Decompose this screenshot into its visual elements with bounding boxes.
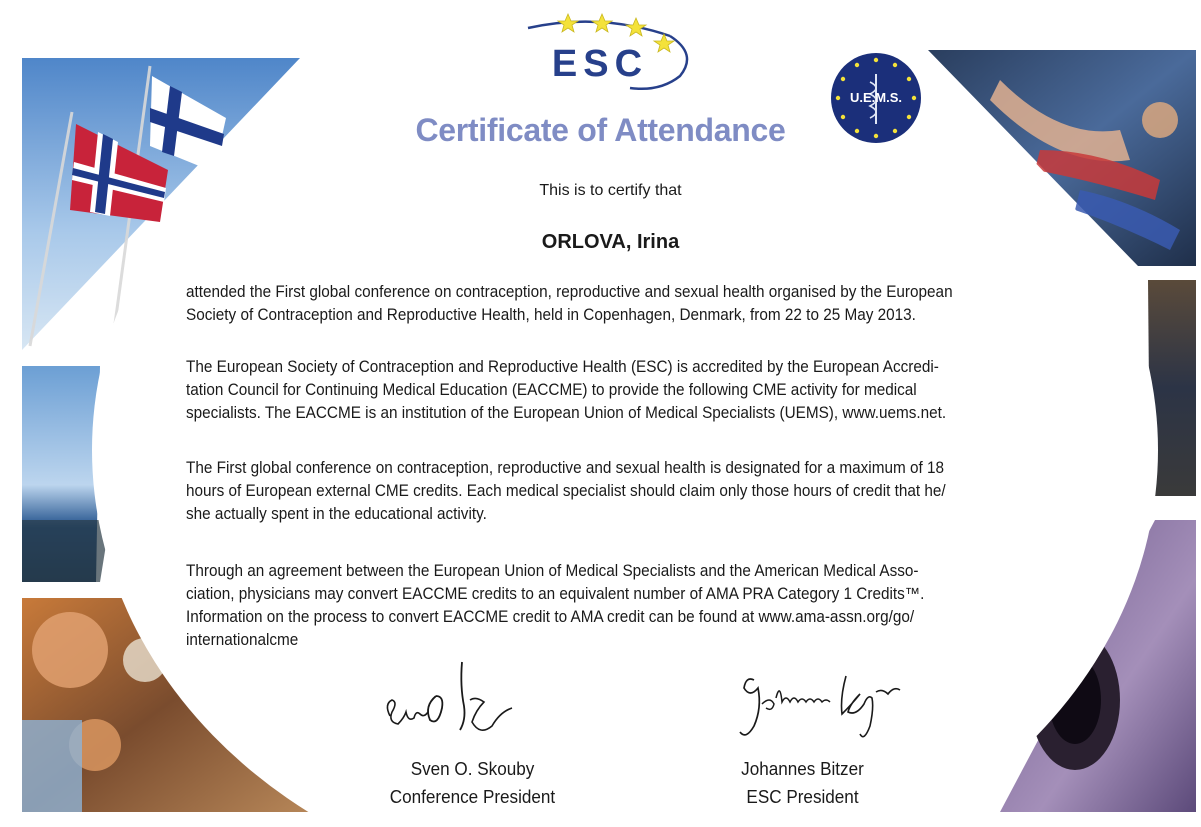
esc-logo xyxy=(520,6,700,96)
signature-skouby xyxy=(380,656,520,746)
signatory-skouby xyxy=(375,755,570,811)
certify-line: This is to certify that xyxy=(539,182,682,199)
signatory-bitzer xyxy=(724,755,881,811)
esc-logo-text: ESC xyxy=(551,43,649,85)
certificate-title: Certificate of Attendance xyxy=(415,112,786,148)
paragraph-line: specialists. The EACCME is an institution of the European Union of Medical Specialists (UEMS), www.uems.net. xyxy=(186,404,947,422)
signature-bitzer xyxy=(736,668,906,748)
uems-logo-text: U.E.M.S. xyxy=(849,90,903,105)
signatory-name: Johannes Bitzer xyxy=(741,759,864,779)
accreditation-paragraph xyxy=(186,356,994,425)
paragraph-line: tation Council for Continuing Medical Education (EACCME) to provide the following CME activity for medical xyxy=(186,381,917,399)
recipient-name: ORLOVA, Irina xyxy=(541,231,680,253)
attendance-paragraph xyxy=(186,281,994,327)
paragraph-line: The European Society of Contraception and Reproductive Health (ESC) is accredited by the European Accredi- xyxy=(186,358,939,376)
paragraph-line: attended the First global conference on contraception, reproductive and sexual health organised by the European xyxy=(186,283,953,301)
paragraph-line: internationalcme xyxy=(186,631,299,649)
signatory-name: Sven O. Skouby xyxy=(410,759,535,779)
signatory-role: Conference President xyxy=(389,787,556,807)
paragraph-line: The First global conference on contraception, reproductive and sexual health is designated for a maximum of 18 xyxy=(186,459,944,477)
paragraph-line: Through an agreement between the European Union of Medical Specialists and the American Medical Asso- xyxy=(186,562,919,580)
signatory-role: ESC President xyxy=(746,787,859,807)
paragraph-line: hours of European external CME credits. Each medical specialist should claim only those hours of credit that he/ xyxy=(186,482,946,500)
paragraph-line: Society of Contraception and Reproductive Health, held in Copenhagen, Denmark, from 22 to 25 May 2013. xyxy=(186,306,916,324)
paragraph-line: she actually spent in the educational activity. xyxy=(186,505,487,523)
ama-conversion-paragraph xyxy=(186,560,994,652)
paragraph-line: Information on the process to convert EACCME credit to AMA credit can be found at www.ama-assn.org/go/ xyxy=(186,608,915,626)
credits-paragraph xyxy=(186,457,994,526)
paragraph-line: ciation, physicians may convert EACCME credits to an equivalent number of AMA PRA Category 1 Credits™. xyxy=(186,585,925,603)
